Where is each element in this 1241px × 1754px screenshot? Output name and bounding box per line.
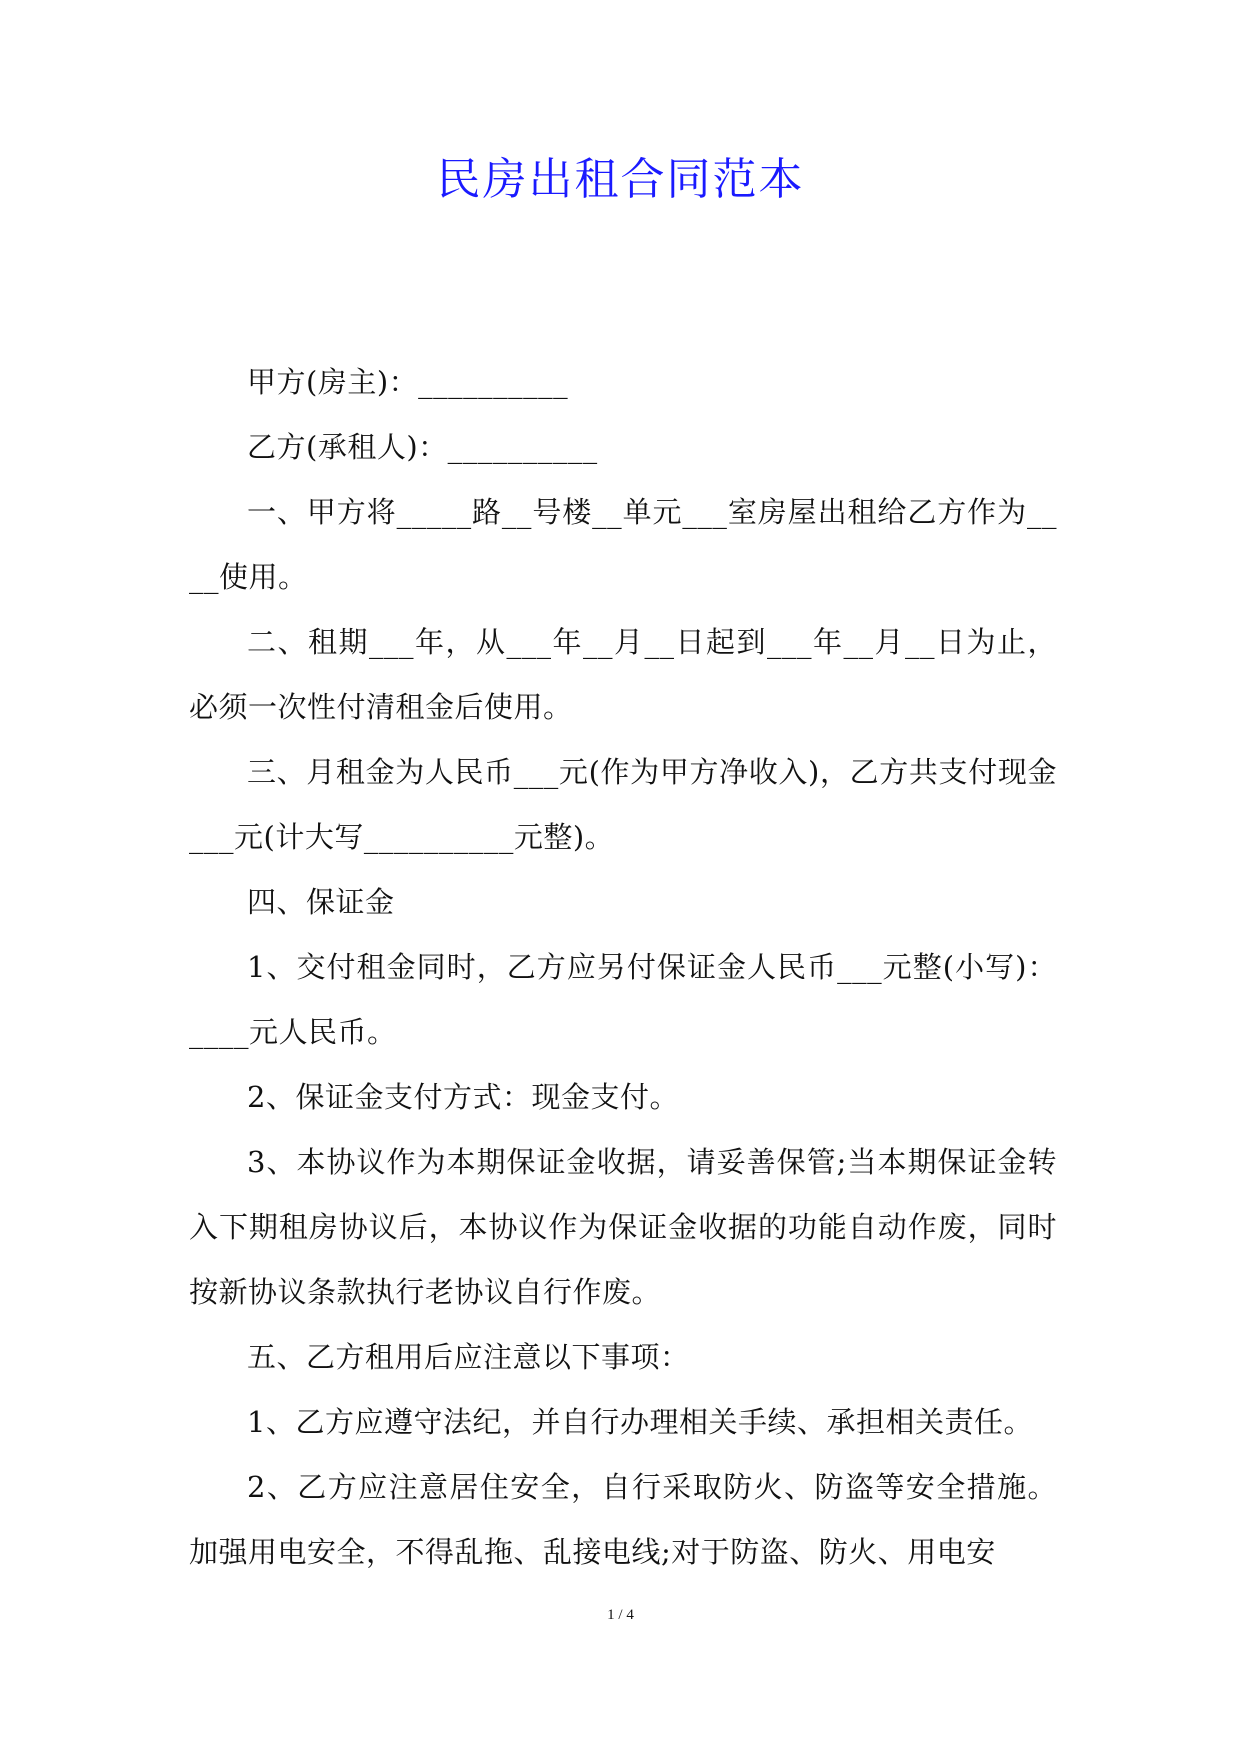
page-number: 1 / 4 bbox=[607, 1607, 634, 1623]
clause-5-heading: 五、乙方租用后应注意以下事项： bbox=[247, 1340, 690, 1374]
party-b-line: 乙方(承租人)：__________ bbox=[247, 430, 598, 464]
clause-5-item-2: 2、乙方应注意居住安全，自行采取防火、防盗等安全措施。加强用电安全，不得乱拖、乱接电线;对于防盗、防火、用电安 bbox=[189, 1470, 1057, 1569]
clause-5-item-1: 1、乙方应遵守法纪，并自行办理相关手续、承担相关责任。 bbox=[247, 1405, 1033, 1439]
clause-2: 二、租期___年，从___年__月__日起到___年__月__日为止，必须一次性付清租金后使用。 bbox=[189, 625, 1057, 724]
document-title: 民房出租合同范本 bbox=[436, 154, 805, 205]
clause-4-item-1: 1、交付租金同时，乙方应另付保证金人民币___元整(小写)：____元人民币。 bbox=[189, 950, 1057, 1049]
clause-4-heading: 四、保证金 bbox=[247, 885, 395, 919]
clause-3: 三、月租金为人民币___元(作为甲方净收入)，乙方共支付现金___元(计大写__________元整)。 bbox=[189, 755, 1057, 854]
clause-1: 一、甲方将_____路__号楼__单元___室房屋出租给乙方作为____使用。 bbox=[189, 495, 1057, 594]
clause-4-item-3: 3、本协议作为本期保证金收据，请妥善保管;当本期保证金转入下期租房协议后，本协议作为保证金收据的功能自动作废，同时按新协议条款执行老协议自行作废。 bbox=[189, 1145, 1057, 1309]
clause-4-item-2: 2、保证金支付方式：现金支付。 bbox=[247, 1080, 679, 1114]
document-body bbox=[189, 350, 1057, 1585]
party-a-line: 甲方(房主)：__________ bbox=[247, 365, 569, 399]
